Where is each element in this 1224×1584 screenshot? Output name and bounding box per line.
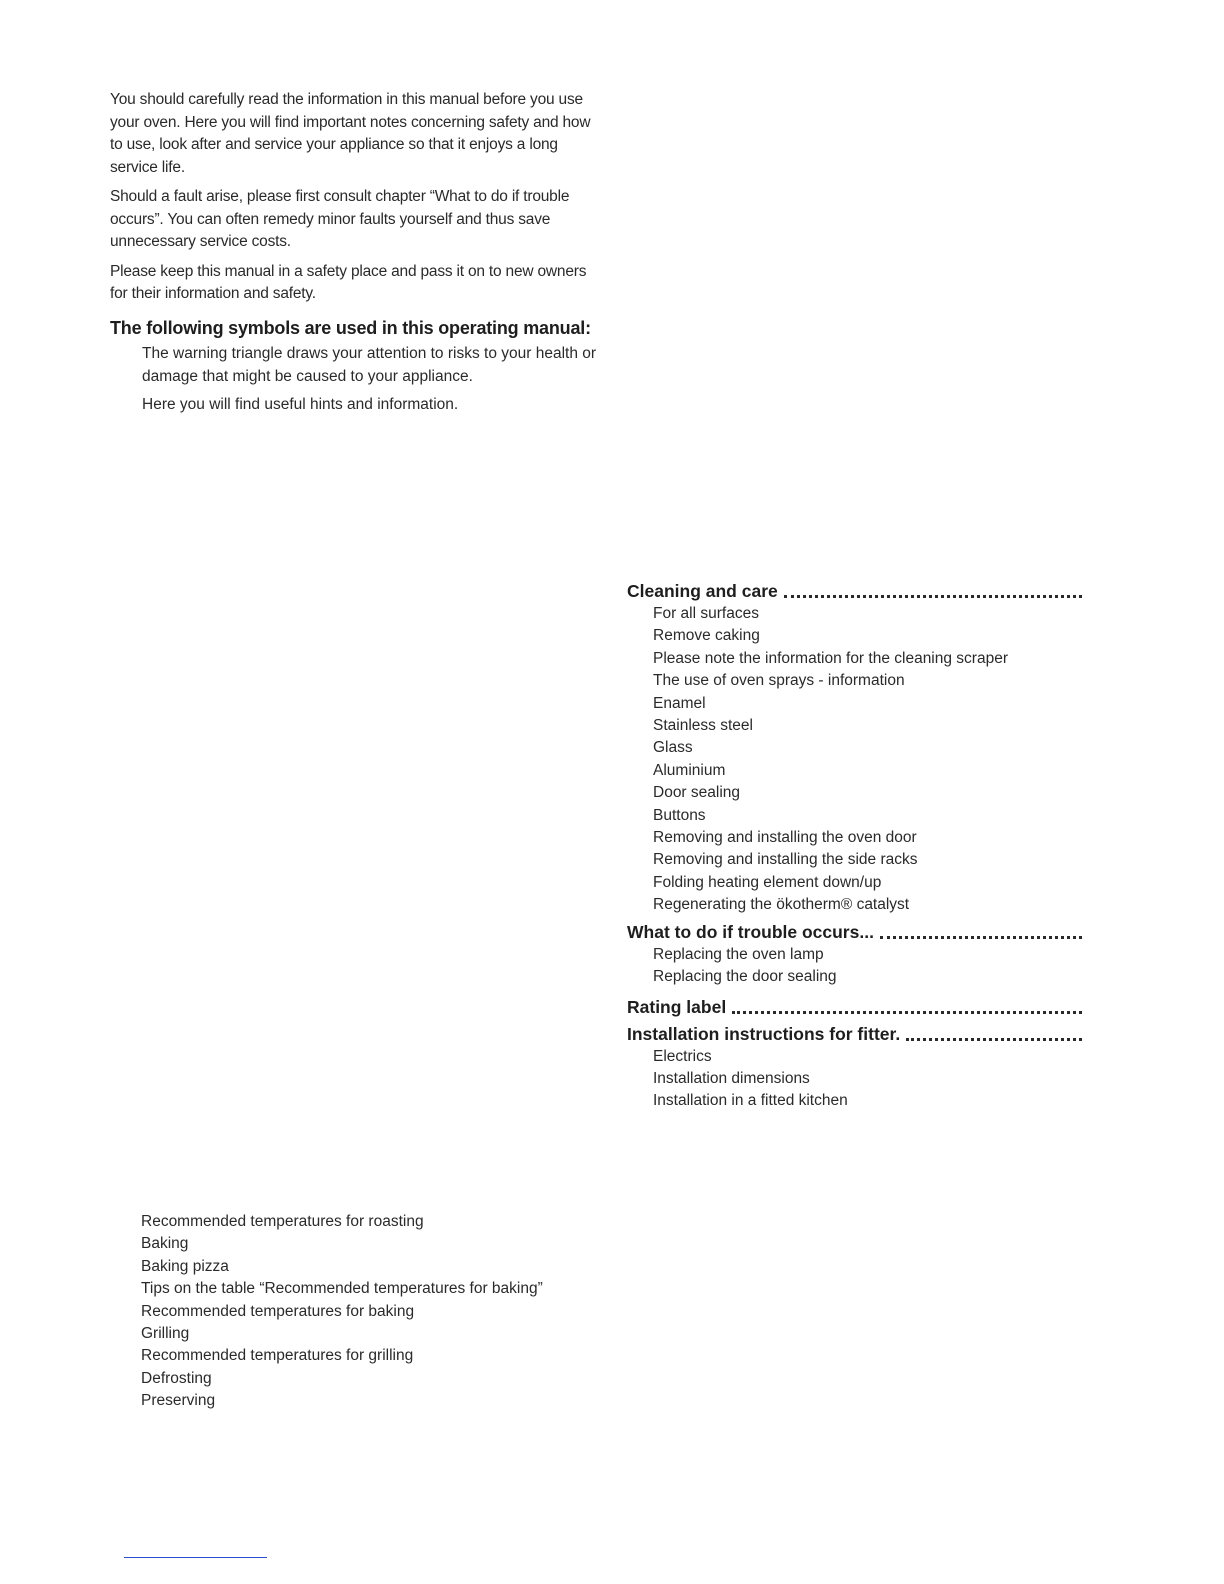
lower-list-item[interactable]: Preserving bbox=[141, 1392, 216, 1410]
intro-paragraph-1: You should carefully read the information in this manual before you use your oven. Here you will find important notes concerning safety and how to use, look after and service your appliance so that it enjoys a long service life. bbox=[110, 91, 591, 176]
toc-item[interactable]: Removing and installing the oven door bbox=[653, 829, 917, 847]
toc-item[interactable]: Electrics bbox=[653, 1047, 712, 1065]
toc-item[interactable]: For all surfaces bbox=[653, 605, 759, 622]
toc-item[interactable]: Installation in a fitted kitchen bbox=[653, 1092, 848, 1110]
toc-section-title: Rating label bbox=[627, 996, 727, 1017]
toc-item[interactable]: Folding heating element down/up bbox=[653, 873, 882, 891]
toc-item[interactable]: Replacing the door sealing bbox=[653, 968, 837, 986]
toc-item[interactable]: Removing and installing the side racks bbox=[653, 851, 918, 869]
table-of-contents bbox=[627, 576, 1082, 1113]
lower-list-item[interactable]: Baking pizza bbox=[141, 1257, 229, 1275]
toc-section-trouble[interactable] bbox=[627, 920, 1082, 944]
lower-list-item[interactable]: Baking bbox=[141, 1235, 189, 1253]
dot-leader bbox=[880, 936, 1082, 939]
toc-item[interactable]: Installation dimensions bbox=[653, 1069, 810, 1087]
symbols-list bbox=[110, 343, 600, 417]
intro-section bbox=[110, 89, 600, 423]
intro-paragraph-3: Please keep this manual in a safety place and pass it on to new owners for their information and safety. bbox=[110, 262, 587, 302]
lower-list-item[interactable]: Defrosting bbox=[141, 1369, 212, 1387]
toc-item[interactable]: Regenerating the ökotherm® catalyst bbox=[653, 896, 910, 914]
symbol-warning-text: The warning triangle draws your attention to risks to your health or damage that might be caused to your appliance. bbox=[142, 345, 597, 385]
toc-section-rating-label[interactable] bbox=[627, 995, 1082, 1019]
footer-rule bbox=[124, 1557, 267, 1558]
dot-leader bbox=[906, 1038, 1082, 1041]
toc-section-title: Installation instructions for fitter. bbox=[627, 1023, 901, 1044]
lower-list-item[interactable]: Recommended temperatures for roasting bbox=[141, 1213, 424, 1230]
toc-item[interactable]: Glass bbox=[653, 739, 693, 757]
toc-item[interactable]: Stainless steel bbox=[653, 717, 753, 735]
toc-sublist bbox=[627, 944, 1082, 989]
toc-item[interactable]: The use of oven sprays - information bbox=[653, 672, 905, 690]
toc-sublist bbox=[627, 1046, 1082, 1113]
toc-item[interactable]: Please note the information for the cleaning scraper bbox=[653, 649, 1008, 667]
toc-item[interactable]: Replacing the oven lamp bbox=[653, 945, 824, 963]
lower-list-item[interactable]: Recommended temperatures for grilling bbox=[141, 1347, 414, 1365]
toc-section-cleaning[interactable] bbox=[627, 579, 1082, 603]
lower-list bbox=[141, 1211, 543, 1413]
toc-sublist bbox=[627, 603, 1082, 917]
toc-item[interactable]: Remove caking bbox=[653, 627, 760, 645]
lower-contents-list bbox=[141, 1211, 543, 1413]
lower-list-item[interactable]: Grilling bbox=[141, 1325, 190, 1343]
dot-leader bbox=[784, 595, 1082, 598]
toc-section-title: What to do if trouble occurs... bbox=[627, 921, 874, 942]
toc-section-installation[interactable] bbox=[627, 1022, 1082, 1046]
lower-list-item[interactable]: Tips on the table “Recommended temperatures for baking” bbox=[141, 1280, 543, 1298]
symbols-heading: The following symbols are used in this operating manual: bbox=[110, 317, 591, 338]
toc-item[interactable]: Enamel bbox=[653, 694, 706, 712]
toc-item[interactable]: Door sealing bbox=[653, 784, 741, 802]
toc-item[interactable]: Buttons bbox=[653, 806, 706, 824]
toc-item[interactable]: Aluminium bbox=[653, 761, 726, 779]
intro-paragraph-2: Should a fault arise, please first consult chapter “What to do if trouble occurs”. You can often remedy minor faults yourself and thus save unnecessary service costs. bbox=[110, 188, 570, 250]
lower-list-item[interactable]: Recommended temperatures for baking bbox=[141, 1302, 415, 1320]
toc-section-title: Cleaning and care bbox=[627, 581, 778, 601]
symbol-hint-text: Here you will find useful hints and information. bbox=[142, 396, 459, 413]
dot-leader bbox=[732, 1011, 1082, 1014]
